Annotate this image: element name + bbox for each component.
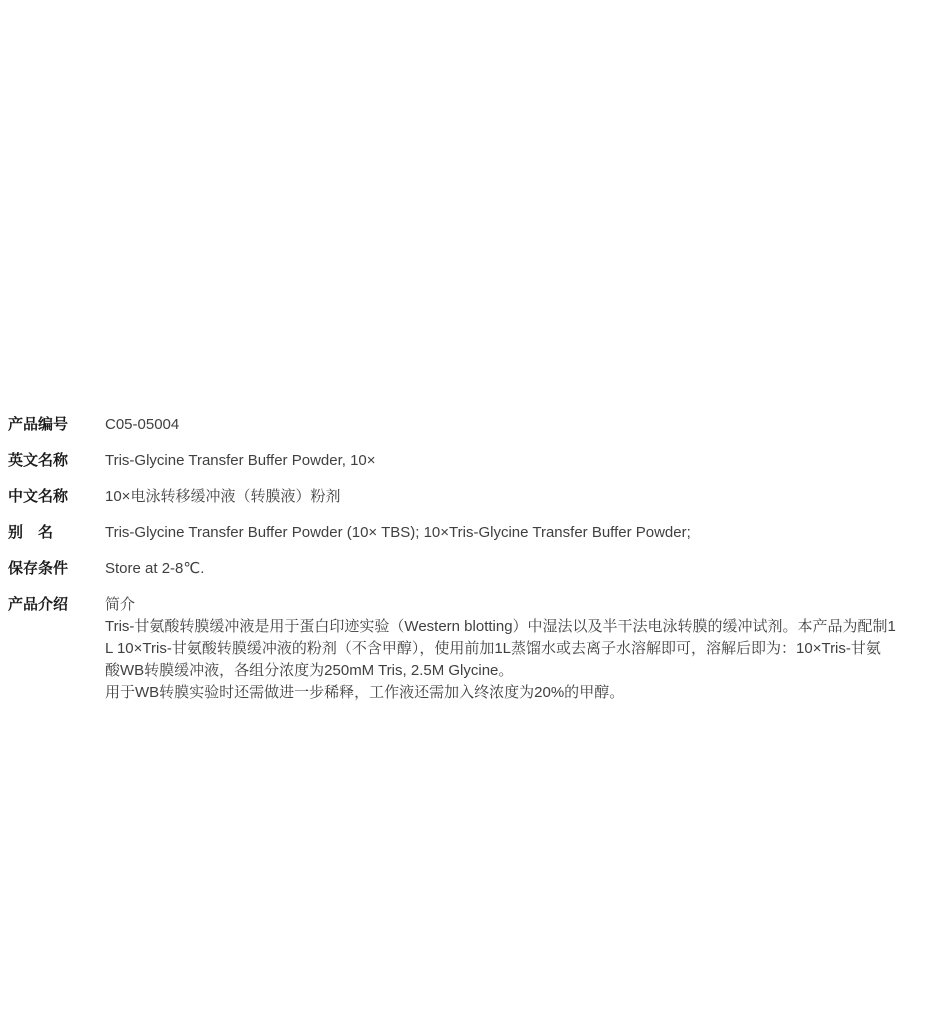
field-row-chinese-name xyxy=(0,479,935,515)
chinese-name-label: 中文名称 xyxy=(8,488,69,505)
field-row-product-introduction xyxy=(0,587,935,714)
storage-condition-value: Store at 2-8℃. xyxy=(105,560,205,577)
intro-text-line-4: 用于WB转膜实验时还需做进一步稀释，工作液还需加入终浓度为20%的甲醇。 xyxy=(105,684,625,701)
product-detail-table xyxy=(0,407,935,714)
storage-condition-label: 保存条件 xyxy=(8,560,69,577)
product-introduction-label: 产品介绍 xyxy=(8,596,69,613)
intro-text-line-1: Tris-甘氨酸转膜缓冲液是用于蛋白印迹实验（Western blotting）中湿法以及半干法电泳转膜的缓冲试剂。本产品为配制1 xyxy=(105,618,896,635)
alias-label: 别 名 xyxy=(8,524,54,541)
intro-text-line-2: L 10×Tris-甘氨酸转膜缓冲液的粉剂（不含甲醇），使用前加1L蒸馏水或去离子水溶解即可，溶解后即为：10×Tris-甘氨 xyxy=(105,640,881,657)
field-row-alias xyxy=(0,515,935,551)
field-row-english-name xyxy=(0,443,935,479)
alias-value: Tris-Glycine Transfer Buffer Powder (10× TBS); 10×Tris-Glycine Transfer Buffer Powder; xyxy=(105,524,691,541)
product-introduction-value xyxy=(105,597,935,704)
english-name-label: 英文名称 xyxy=(8,452,69,469)
product-code-label: 产品编号 xyxy=(8,416,69,433)
product-code-value: C05-05004 xyxy=(105,416,180,433)
english-name-value: Tris-Glycine Transfer Buffer Powder, 10× xyxy=(105,452,376,469)
intro-heading: 简介 xyxy=(105,596,136,613)
field-row-product-code xyxy=(0,407,935,443)
intro-text-line-3: 酸WB转膜缓冲液，各组分浓度为250mM Tris, 2.5M Glycine。 xyxy=(105,662,514,679)
field-row-storage-condition xyxy=(0,551,935,587)
chinese-name-value: 10×电泳转移缓冲液（转膜液）粉剂 xyxy=(105,488,341,505)
